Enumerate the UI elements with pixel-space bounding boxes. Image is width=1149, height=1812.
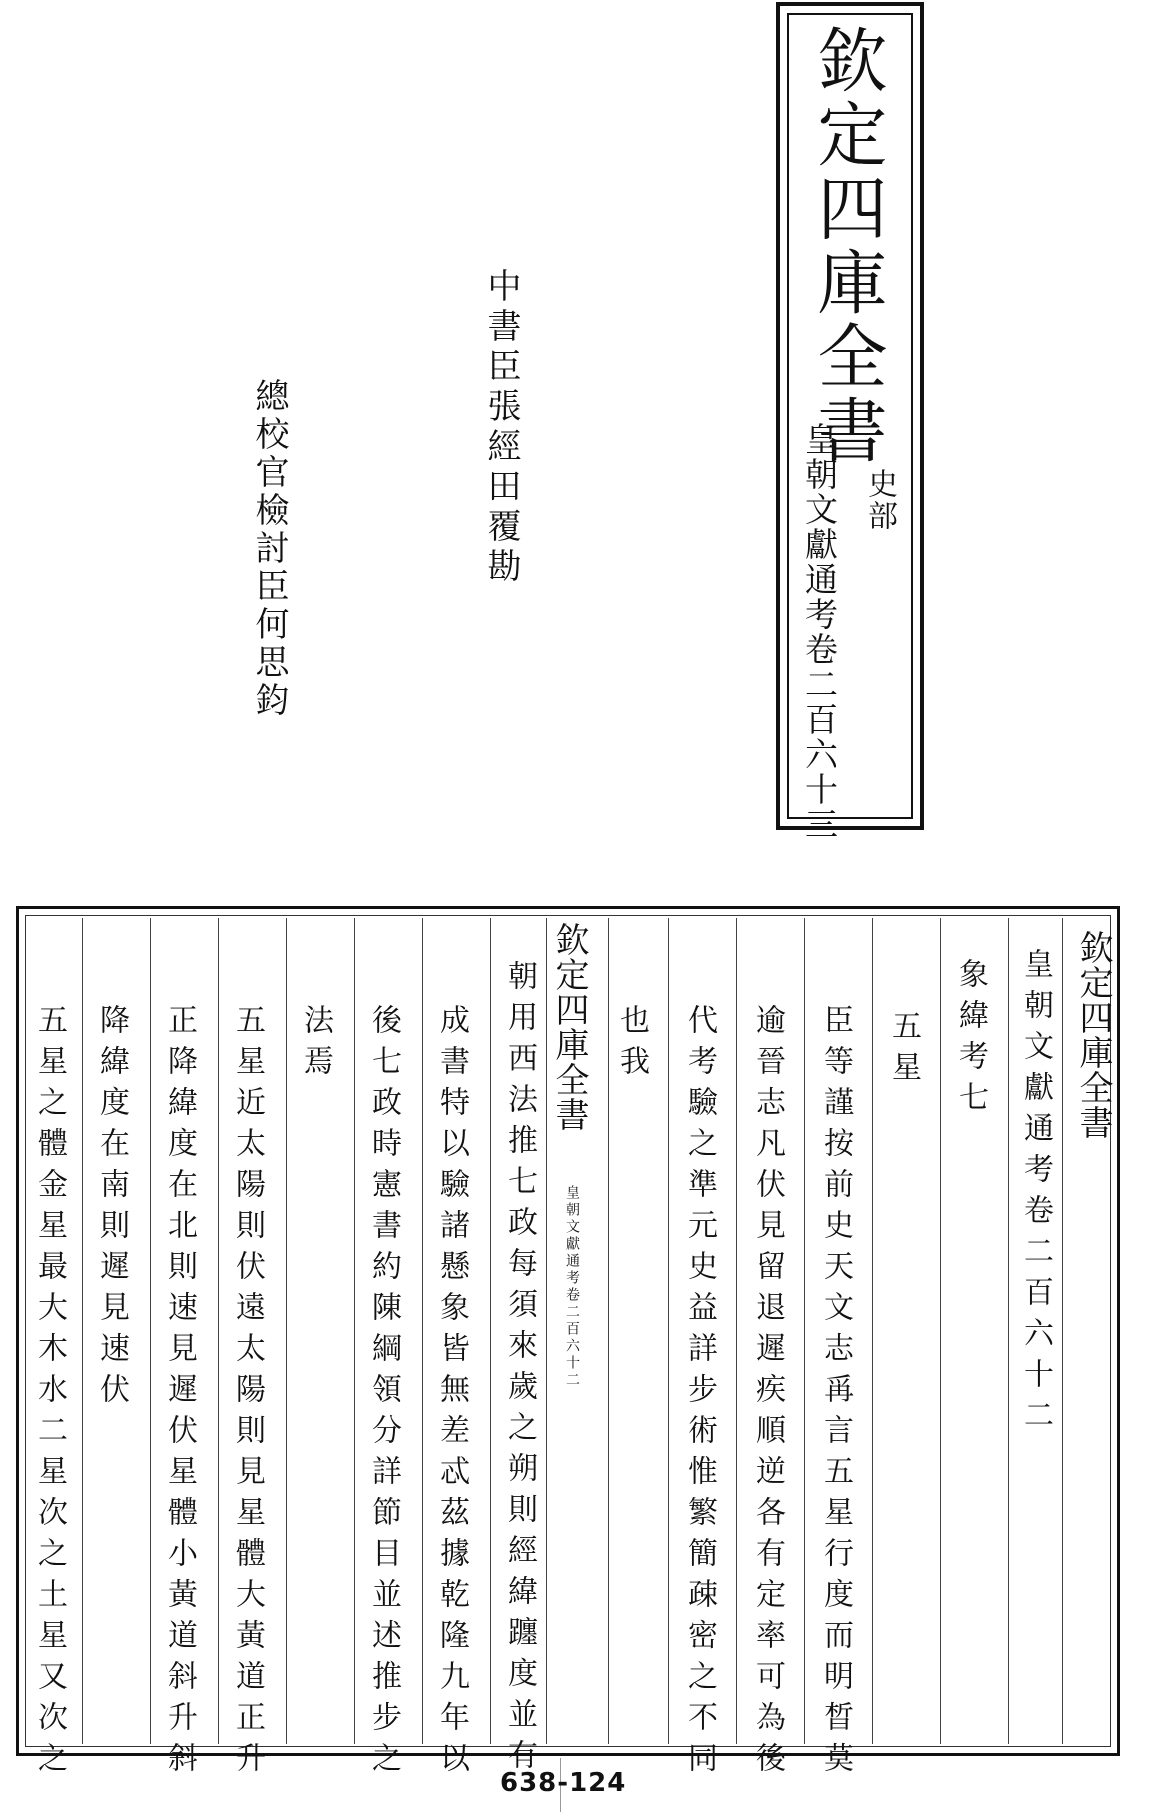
text-column: 法焉 [298,1004,333,1086]
cover-volume-title: 皇朝文獻通考卷二百六十三 [800,422,839,842]
text-column-volume-title: 皇朝文獻通考卷二百六十二 [1018,948,1053,1440]
page-number: 638-124 [500,1768,627,1798]
column-rule [1008,918,1009,1744]
column-rule [490,918,491,1744]
text-column-subheading: 五星 [886,1010,921,1092]
center-strip-rule [608,918,609,1744]
column-rule [804,918,805,1744]
text-column: 也我 [614,1004,649,1086]
column-rule [218,918,219,1744]
text-column: 臣等謹按前史天文志爯言五星行度而明晳莫 [818,1004,853,1783]
text-column: 五星近太陽則伏遠太陽則見星體大黃道正升 [230,1004,265,1783]
column-rule [736,918,737,1744]
text-column: 降緯度在南則遲見速伏 [94,1004,129,1414]
column-rule [150,918,151,1744]
column-rule [422,918,423,1744]
text-column: 代考驗之準元史益詳步術惟繁簡疎密之不同 [682,1004,717,1783]
text-column: 五星之體金星最大木水二星次之土星又次之 [32,1004,67,1783]
page-corner-title: 欽定四庫全書 [1073,930,1113,1140]
text-column: 後七政時憲書約陳綱領分詳節目並述推步之 [366,1004,401,1783]
text-column: 逾晉志凡伏見留退遲疾順逆各有定率可為後 [750,1004,785,1783]
column-rule [354,918,355,1744]
text-column-section-title: 象緯考七 [953,958,988,1122]
column-rule [668,918,669,1744]
center-strip-title: 欽定四庫全書 [549,922,589,1132]
text-column: 正降緯度在北則速見遲伏星體小黃道斜升斜 [162,1004,197,1783]
cover-category: 史部 [862,468,897,532]
column-rule [286,918,287,1744]
cover-credit-proofreader: 總校官檢討臣何思鈞 [249,378,289,720]
column-rule [1062,918,1063,1744]
cover-credit-reviewer: 中書臣張經田覆勘 [481,268,521,588]
center-strip-rule [546,918,547,1744]
cover-main-title: 欽定四庫全書 [806,24,888,468]
column-rule [82,918,83,1744]
column-rule [872,918,873,1744]
column-rule [940,918,941,1744]
text-column: 成書特以驗諸懸象皆無差忒茲據乾隆九年以 [434,1004,469,1783]
text-column: 朝用西法推七政每須來歲之朔則經緯躔度並有 [502,960,537,1780]
center-strip-volume: 皇朝文獻通考卷二百六十二 [564,1185,580,1389]
